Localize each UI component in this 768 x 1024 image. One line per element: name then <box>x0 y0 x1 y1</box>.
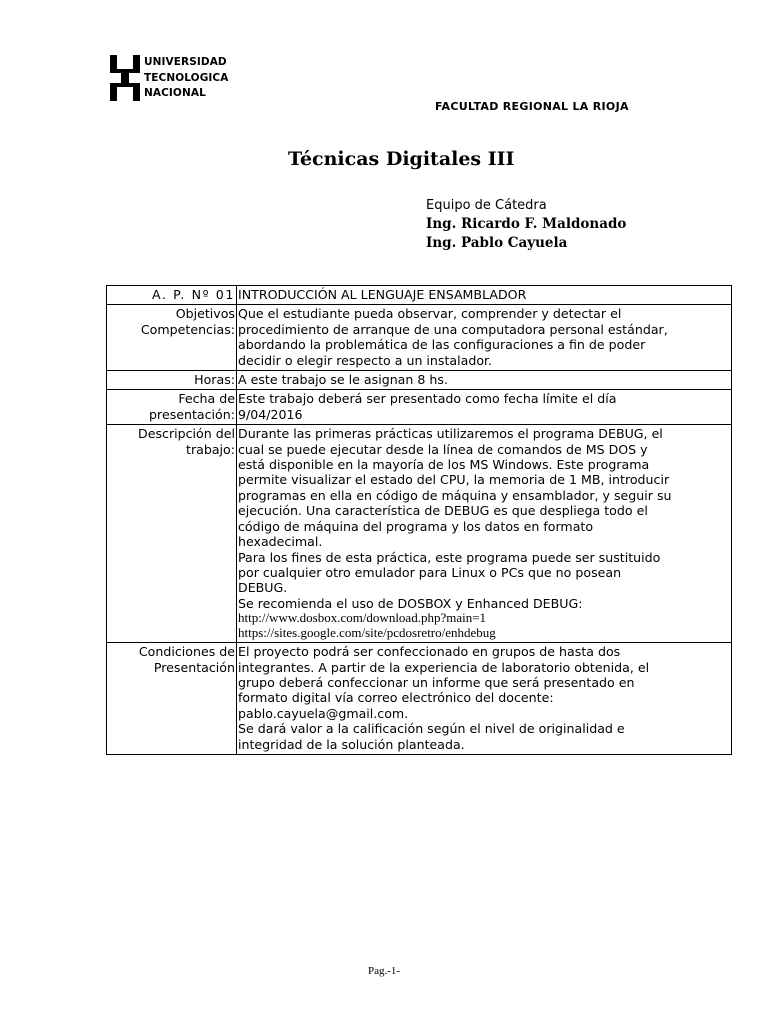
text-line: Durante las primeras prácticas utilizaremos el programa DEBUG, el <box>238 426 663 442</box>
text-line: Se recomienda el uso de DOSBOX y Enhanced DEBUG: <box>238 595 583 611</box>
text-line: pablo.cayuela@gmail.com. <box>238 705 409 721</box>
text-line: está disponible en la mayoría de los MS Windows. Este programa <box>238 457 650 473</box>
text-line: Este trabajo deberá ser presentado como fecha límite el día <box>238 391 617 407</box>
label-line: Presentación <box>153 659 235 675</box>
team-member: Ing. Ricardo F. Maldonado <box>426 216 627 232</box>
text-line: por cualquier otro emulador para Linux o PCs que no posean <box>238 564 622 580</box>
team-member: Ing. Pablo Cayuela <box>426 235 568 251</box>
text-line: decidir o elegir respecto a un instalador. <box>238 352 493 368</box>
objetivos-label <box>107 305 237 371</box>
label-line: Descripción del <box>138 426 235 442</box>
descripcion-label <box>107 425 237 643</box>
label-line: trabajo: <box>186 441 235 457</box>
text-line: integridad de la solución planteada. <box>238 736 465 752</box>
university-logo <box>108 53 236 105</box>
label-line: Competencias: <box>140 321 235 337</box>
objetivos-value <box>237 305 732 371</box>
text-line: grupo deberá confeccionar un informe que será presentado en <box>238 674 635 690</box>
horas-label: Horas: <box>107 371 237 390</box>
descripcion-value <box>237 425 732 643</box>
team-block <box>426 196 626 253</box>
logo-line: NACIONAL <box>144 87 206 99</box>
table-row-fecha <box>107 390 732 425</box>
ap-label <box>107 286 237 305</box>
utn-logo-icon <box>108 53 142 103</box>
text-line: procedimiento de arranque de una computadora personal estándar, <box>238 321 668 337</box>
faculty-name: FACULTAD REGIONAL LA RIOJA <box>435 100 629 113</box>
condiciones-label <box>107 643 237 755</box>
text-line: integrantes. A partir de la experiencia de laboratorio obtenida, el <box>238 659 650 675</box>
text-line: abordando la problemática de las configuraciones a fin de poder <box>238 337 646 353</box>
table-row-ap <box>107 286 732 305</box>
horas-value: A este trabajo se le asignan 8 hs. <box>237 371 732 390</box>
text-line: ejecución. Una característica de DEBUG es que despliega todo el <box>238 503 648 519</box>
label-line: Condiciones de <box>138 644 235 660</box>
table-row-descripcion <box>107 425 732 643</box>
text-line: formato digital vía correo electrónico del docente: <box>238 690 554 706</box>
condiciones-value <box>237 643 732 755</box>
text-line: hexadecimal. <box>238 534 323 550</box>
table-row-horas <box>107 371 732 390</box>
label-line: Objetivos <box>175 306 235 322</box>
text-line: DEBUG. <box>238 580 288 596</box>
enhdebug-link[interactable]: https://sites.google.com/site/pcdosretro/enhdebug <box>238 624 496 640</box>
text-line: Que el estudiante pueda observar, comprender y detectar el <box>238 306 622 322</box>
team-label: Equipo de Cátedra <box>426 198 547 213</box>
fecha-label <box>107 390 237 425</box>
text-line: cual se puede ejecutar desde la línea de comandos de MS DOS y <box>238 441 648 457</box>
table-row-objetivos <box>107 305 732 371</box>
logo-line: UNIVERSIDAD <box>144 56 227 68</box>
fecha-value <box>237 390 732 425</box>
label-line: presentación: <box>149 406 235 422</box>
text-line: El proyecto podrá ser confeccionado en grupos de hasta dos <box>238 644 621 660</box>
text-line: 9/04/2016 <box>238 406 303 422</box>
document-title: Técnicas Digitales III <box>288 148 515 170</box>
logo-line: TECNOLOGICA <box>144 71 229 84</box>
ap-value: INTRODUCCIÓN AL LENGUAJE ENSAMBLADOR <box>237 286 732 305</box>
table-row-condiciones <box>107 643 732 755</box>
text-line: código de máquina del programa y los datos en formato <box>238 518 594 534</box>
label-line: Fecha de <box>178 391 235 407</box>
text-line: Para los fines de esta práctica, este programa puede ser sustituido <box>238 549 661 565</box>
text-line: programas en ella en código de máquina y ensamblador, y seguir su <box>238 487 672 503</box>
ap-label-text: A. P. Nº 01 <box>151 287 235 302</box>
assignment-table <box>106 285 732 755</box>
page-number: Pag.-1- <box>367 965 401 977</box>
text-line: permite visualizar el estado del CPU, la memoria de 1 MB, introducir <box>238 472 670 488</box>
text-line: Se dará valor a la calificación según el nivel de originalidad e <box>238 721 625 737</box>
dosbox-link[interactable]: http://www.dosbox.com/download.php?main=1 <box>238 610 487 626</box>
logo-text <box>144 55 228 102</box>
